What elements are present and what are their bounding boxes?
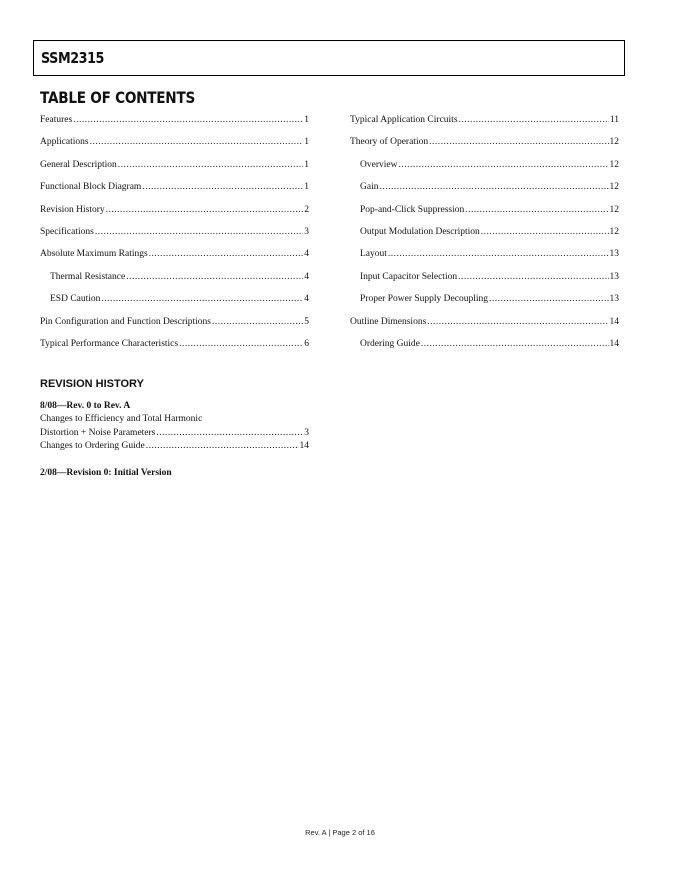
toc-entry-title: Typical Performance Characteristics bbox=[40, 338, 179, 349]
toc-entry-title: Theory of Operation bbox=[350, 137, 429, 148]
revision-history-heading: REVISION HISTORY bbox=[40, 378, 144, 390]
toc-entry-page: 2 bbox=[304, 204, 309, 215]
leader-dots bbox=[142, 180, 303, 194]
revision-change-line[interactable] bbox=[40, 440, 309, 453]
toc-entry-title: Features bbox=[40, 115, 73, 125]
toc-entry-page: 12 bbox=[609, 137, 619, 148]
toc-subentry[interactable] bbox=[350, 225, 619, 247]
toc-entry-title: Gain bbox=[360, 182, 379, 193]
leader-dots bbox=[427, 315, 608, 329]
leader-dots bbox=[106, 203, 304, 217]
toc-entry[interactable] bbox=[40, 113, 309, 135]
leader-dots bbox=[146, 440, 299, 453]
toc-entry-title: ESD Caution bbox=[50, 294, 101, 305]
toc-entry-title: Applications bbox=[40, 137, 89, 148]
toc-entry[interactable] bbox=[40, 135, 309, 157]
leader-dots bbox=[379, 180, 608, 194]
leader-dots bbox=[459, 113, 609, 127]
toc-subentry[interactable] bbox=[350, 292, 619, 314]
leader-dots bbox=[149, 247, 304, 261]
leader-dots bbox=[126, 270, 303, 284]
revision-change-page: 3 bbox=[304, 427, 309, 438]
toc-entry[interactable] bbox=[350, 113, 619, 135]
toc-subentry[interactable] bbox=[350, 337, 619, 359]
toc-entry-title: Input Capacitor Selection bbox=[360, 271, 458, 282]
toc-entry-page: 6 bbox=[304, 338, 309, 349]
toc-entry[interactable] bbox=[40, 315, 309, 337]
toc-subentry[interactable] bbox=[40, 292, 309, 314]
toc-entry-page: 4 bbox=[304, 271, 309, 282]
toc-entry-page: 1 bbox=[304, 137, 309, 148]
revision-entry-rev-a bbox=[40, 400, 309, 454]
leader-dots bbox=[90, 135, 304, 149]
part-number: SSM2315 bbox=[41, 49, 104, 67]
toc-entry[interactable] bbox=[350, 135, 619, 157]
leader-dots bbox=[458, 270, 608, 284]
toc-entry[interactable] bbox=[40, 225, 309, 247]
leader-dots bbox=[481, 225, 609, 239]
toc-entry[interactable] bbox=[40, 158, 309, 180]
toc-entry-title: Layout bbox=[360, 249, 387, 260]
toc-entry-page: 13 bbox=[609, 271, 619, 282]
leader-dots bbox=[388, 247, 609, 261]
revision-entry-rev-0 bbox=[40, 467, 309, 480]
toc-entry-page: 5 bbox=[304, 316, 309, 327]
toc-left-column bbox=[40, 113, 309, 359]
leader-dots bbox=[156, 427, 303, 440]
toc-entry-title: Proper Power Supply Decoupling bbox=[360, 294, 488, 305]
revision-change-line[interactable] bbox=[40, 427, 309, 440]
leader-dots bbox=[465, 203, 608, 217]
toc-entry-page: 11 bbox=[609, 115, 619, 125]
revision-date: 2/08—Revision 0: Initial Version bbox=[40, 468, 172, 478]
leader-dots bbox=[212, 315, 303, 329]
leader-dots bbox=[118, 158, 303, 172]
toc-subentry[interactable] bbox=[40, 270, 309, 292]
toc-entry-page: 12 bbox=[609, 159, 619, 170]
leader-dots bbox=[101, 292, 303, 306]
toc-entry-title: Revision History bbox=[40, 204, 105, 215]
revision-change-title: Distortion + Noise Parameters bbox=[40, 427, 156, 438]
leader-dots bbox=[179, 337, 303, 351]
toc-entry-title: Absolute Maximum Ratings bbox=[40, 249, 148, 260]
toc-entry[interactable] bbox=[40, 180, 309, 202]
toc-entry-title: Outline Dimensions bbox=[350, 316, 427, 327]
toc-entry-page: 1 bbox=[304, 115, 309, 125]
toc-entry-title: Thermal Resistance bbox=[50, 271, 126, 282]
revision-change-page: 14 bbox=[299, 441, 309, 452]
toc-entry-title: Functional Block Diagram bbox=[40, 182, 142, 193]
toc-entry-page: 13 bbox=[609, 294, 619, 305]
toc-entry-page: 12 bbox=[609, 226, 619, 237]
toc-right-column bbox=[350, 113, 619, 359]
toc-entry[interactable] bbox=[350, 315, 619, 337]
leader-dots bbox=[73, 113, 303, 127]
toc-entry-page: 1 bbox=[304, 182, 309, 193]
toc-entry-page: 13 bbox=[609, 249, 619, 260]
toc-subentry[interactable] bbox=[350, 158, 619, 180]
toc-entry-title: Overview bbox=[360, 159, 398, 170]
toc-subentry[interactable] bbox=[350, 203, 619, 225]
toc-entry-page: 12 bbox=[609, 182, 619, 193]
toc-entry-title: Output Modulation Description bbox=[360, 226, 480, 237]
toc-entry-page: 4 bbox=[304, 249, 309, 260]
toc-subentry[interactable] bbox=[350, 180, 619, 202]
leader-dots bbox=[421, 337, 609, 351]
toc-entry-page: 3 bbox=[304, 226, 309, 237]
toc-entry[interactable] bbox=[40, 337, 309, 359]
toc-subentry[interactable] bbox=[350, 247, 619, 269]
toc-entry-page: 12 bbox=[609, 204, 619, 215]
toc-entry-title: Ordering Guide bbox=[360, 338, 420, 349]
toc-entry-title: Pop-and-Click Suppression bbox=[360, 204, 465, 215]
toc-subentry[interactable] bbox=[350, 270, 619, 292]
leader-dots bbox=[429, 135, 608, 149]
toc-entry-title: Pin Configuration and Function Descriptions bbox=[40, 316, 211, 327]
toc-entry-page: 14 bbox=[609, 338, 619, 349]
toc-entry[interactable] bbox=[40, 203, 309, 225]
toc-entry[interactable] bbox=[40, 247, 309, 269]
leader-dots bbox=[95, 225, 303, 239]
toc-heading: TABLE OF CONTENTS bbox=[40, 88, 196, 107]
revision-date: 8/08—Rev. 0 to Rev. A bbox=[40, 401, 131, 411]
leader-dots bbox=[489, 292, 609, 306]
toc-entry-title: Specifications bbox=[40, 226, 94, 237]
toc-entry-page: 4 bbox=[304, 294, 309, 305]
header-box bbox=[33, 40, 625, 76]
toc-entry-page: 14 bbox=[609, 316, 619, 327]
toc-entry-title: General Description bbox=[40, 159, 117, 170]
page-footer: Rev. A | Page 2 of 16 bbox=[305, 828, 375, 837]
revision-change-line: Changes to Efficiency and Total Harmonic bbox=[40, 414, 203, 425]
toc-entry-title: Typical Application Circuits bbox=[350, 115, 458, 125]
toc-entry-page: 1 bbox=[304, 159, 309, 170]
leader-dots bbox=[398, 158, 608, 172]
revision-change-title: Changes to Ordering Guide bbox=[40, 441, 145, 452]
